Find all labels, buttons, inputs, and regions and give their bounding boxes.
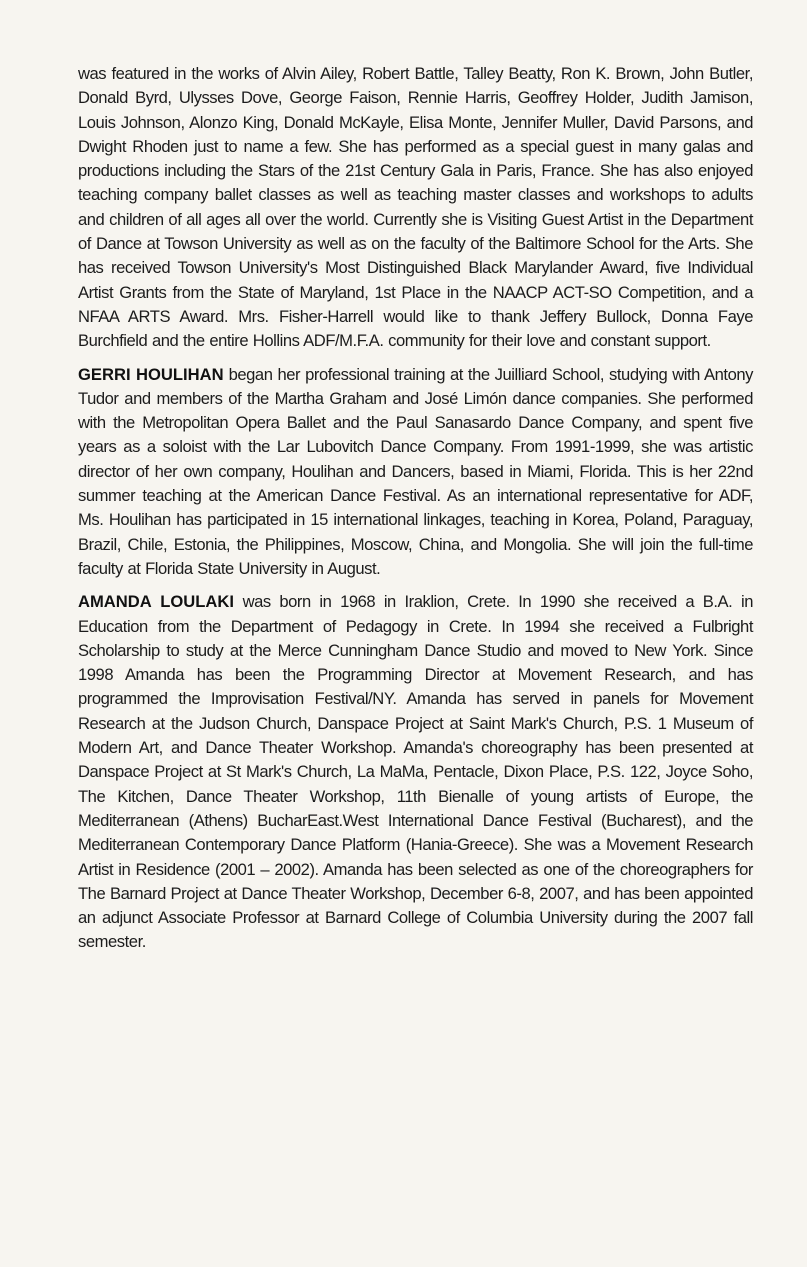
bio-paragraph-gerri-houlihan: [78, 363, 753, 582]
bio-text: began her professional training at the Juilliard School, studying with Antony Tudor and members of the Martha Graham and José Limón dance companies. She performed with the Metropolitan Opera Ballet and the Paul Sanasardo Dance Company, and spent five years as a soloist with the Lar Lubovitch Dance Company. From 1991-1999, she was artistic director of her own company, Houlihan and Dancers, based in Miami, Florida. This is her 22nd summer teaching at the American Dance Festival. As an international representative for ADF, Ms. Houlihan has participated in 15 international linkages, teaching in Korea, Poland, Paraguay, Brazil, Chile, Estonia, the Philippines, Moscow, China, and Mongolia. She will join the full-time faculty at Florida State University in August.: [78, 364, 753, 578]
bio-name: GERRI HOULIHAN: [78, 364, 224, 384]
bio-name: AMANDA LOULAKI: [78, 592, 234, 612]
bio-text: was featured in the works of Alvin Ailey, Robert Battle, Talley Beatty, Ron K. Brown, John Butler, Donald Byrd, Ulysses Dove, George Faison, Rennie Harris, Geoffrey Holder, Judith Jamison, Louis Johnson, Alonzo King, Donald McKayle, Elisa Monte, Jennifer Muller, David Parsons, and Dwight Rhoden just to name a few. She has performed as a special guest in many galas and productions including the Stars of the 21st Century Gala in Paris, France. She has also enjoyed teaching company ballet classes as well as teaching master classes and workshops to adults and children of all ages all over the world. Currently she is Visiting Guest Artist in the Department of Dance at Towson University as well as on the faculty of the Baltimore School for the Arts. She has received Towson University's Most Distinguished Black Marylander Award, five Individual Artist Grants from the State of Maryland, 1st Place in the NAACP ACT-SO Competition, and a NFAA ARTS Award. Mrs. Fisher-Harrell would like to thank Jeffery Bullock, Donna Faye Burchfield and the entire Hollins ADF/M.F.A. community for their love and constant support.: [78, 64, 753, 351]
bio-paragraph-amanda-loulaki: [78, 590, 753, 954]
bio-text: was born in 1968 in Iraklion, Crete. In 1990 she received a B.A. in Education from the Department of Pedagogy in Crete. In 1994 she received a Fulbright Scholarship to study at the Merce Cunningham Dance Studio and moved to New York. Since 1998 Amanda has been the Programming Director at Movement Research, and has programmed the Improvisation Festival/NY. Amanda has served in panels for Movement Research at the Judson Church, Danspace Project at Saint Mark's Church, P.S. 1 Museum of Modern Art, and Dance Theater Workshop. Amanda's choreography has been presented at Danspace Project at St Mark's Church, La MaMa, Pentacle, Dixon Place, P.S. 122, Joyce Soho, The Kitchen, Dance Theater Workshop, 11th Bienalle of young artists of Europe, the Mediterranean (Athens) BucharEast.West International Dance Festival (Bucharest), and the Mediterranean Contemporary Dance Platform (Hania-Greece). She was a Movement Research Artist in Residence (2001 – 2002). Amanda has been selected as one of the choreographers for The Barnard Project at Dance Theater Workshop, December 6-8, 2007, and has been appointed an adjunct Associate Professor at Barnard College of Columbia University during the 2007 fall semester.: [78, 592, 753, 952]
bio-paragraph-continued: [78, 62, 753, 354]
bio-page: [78, 62, 753, 964]
